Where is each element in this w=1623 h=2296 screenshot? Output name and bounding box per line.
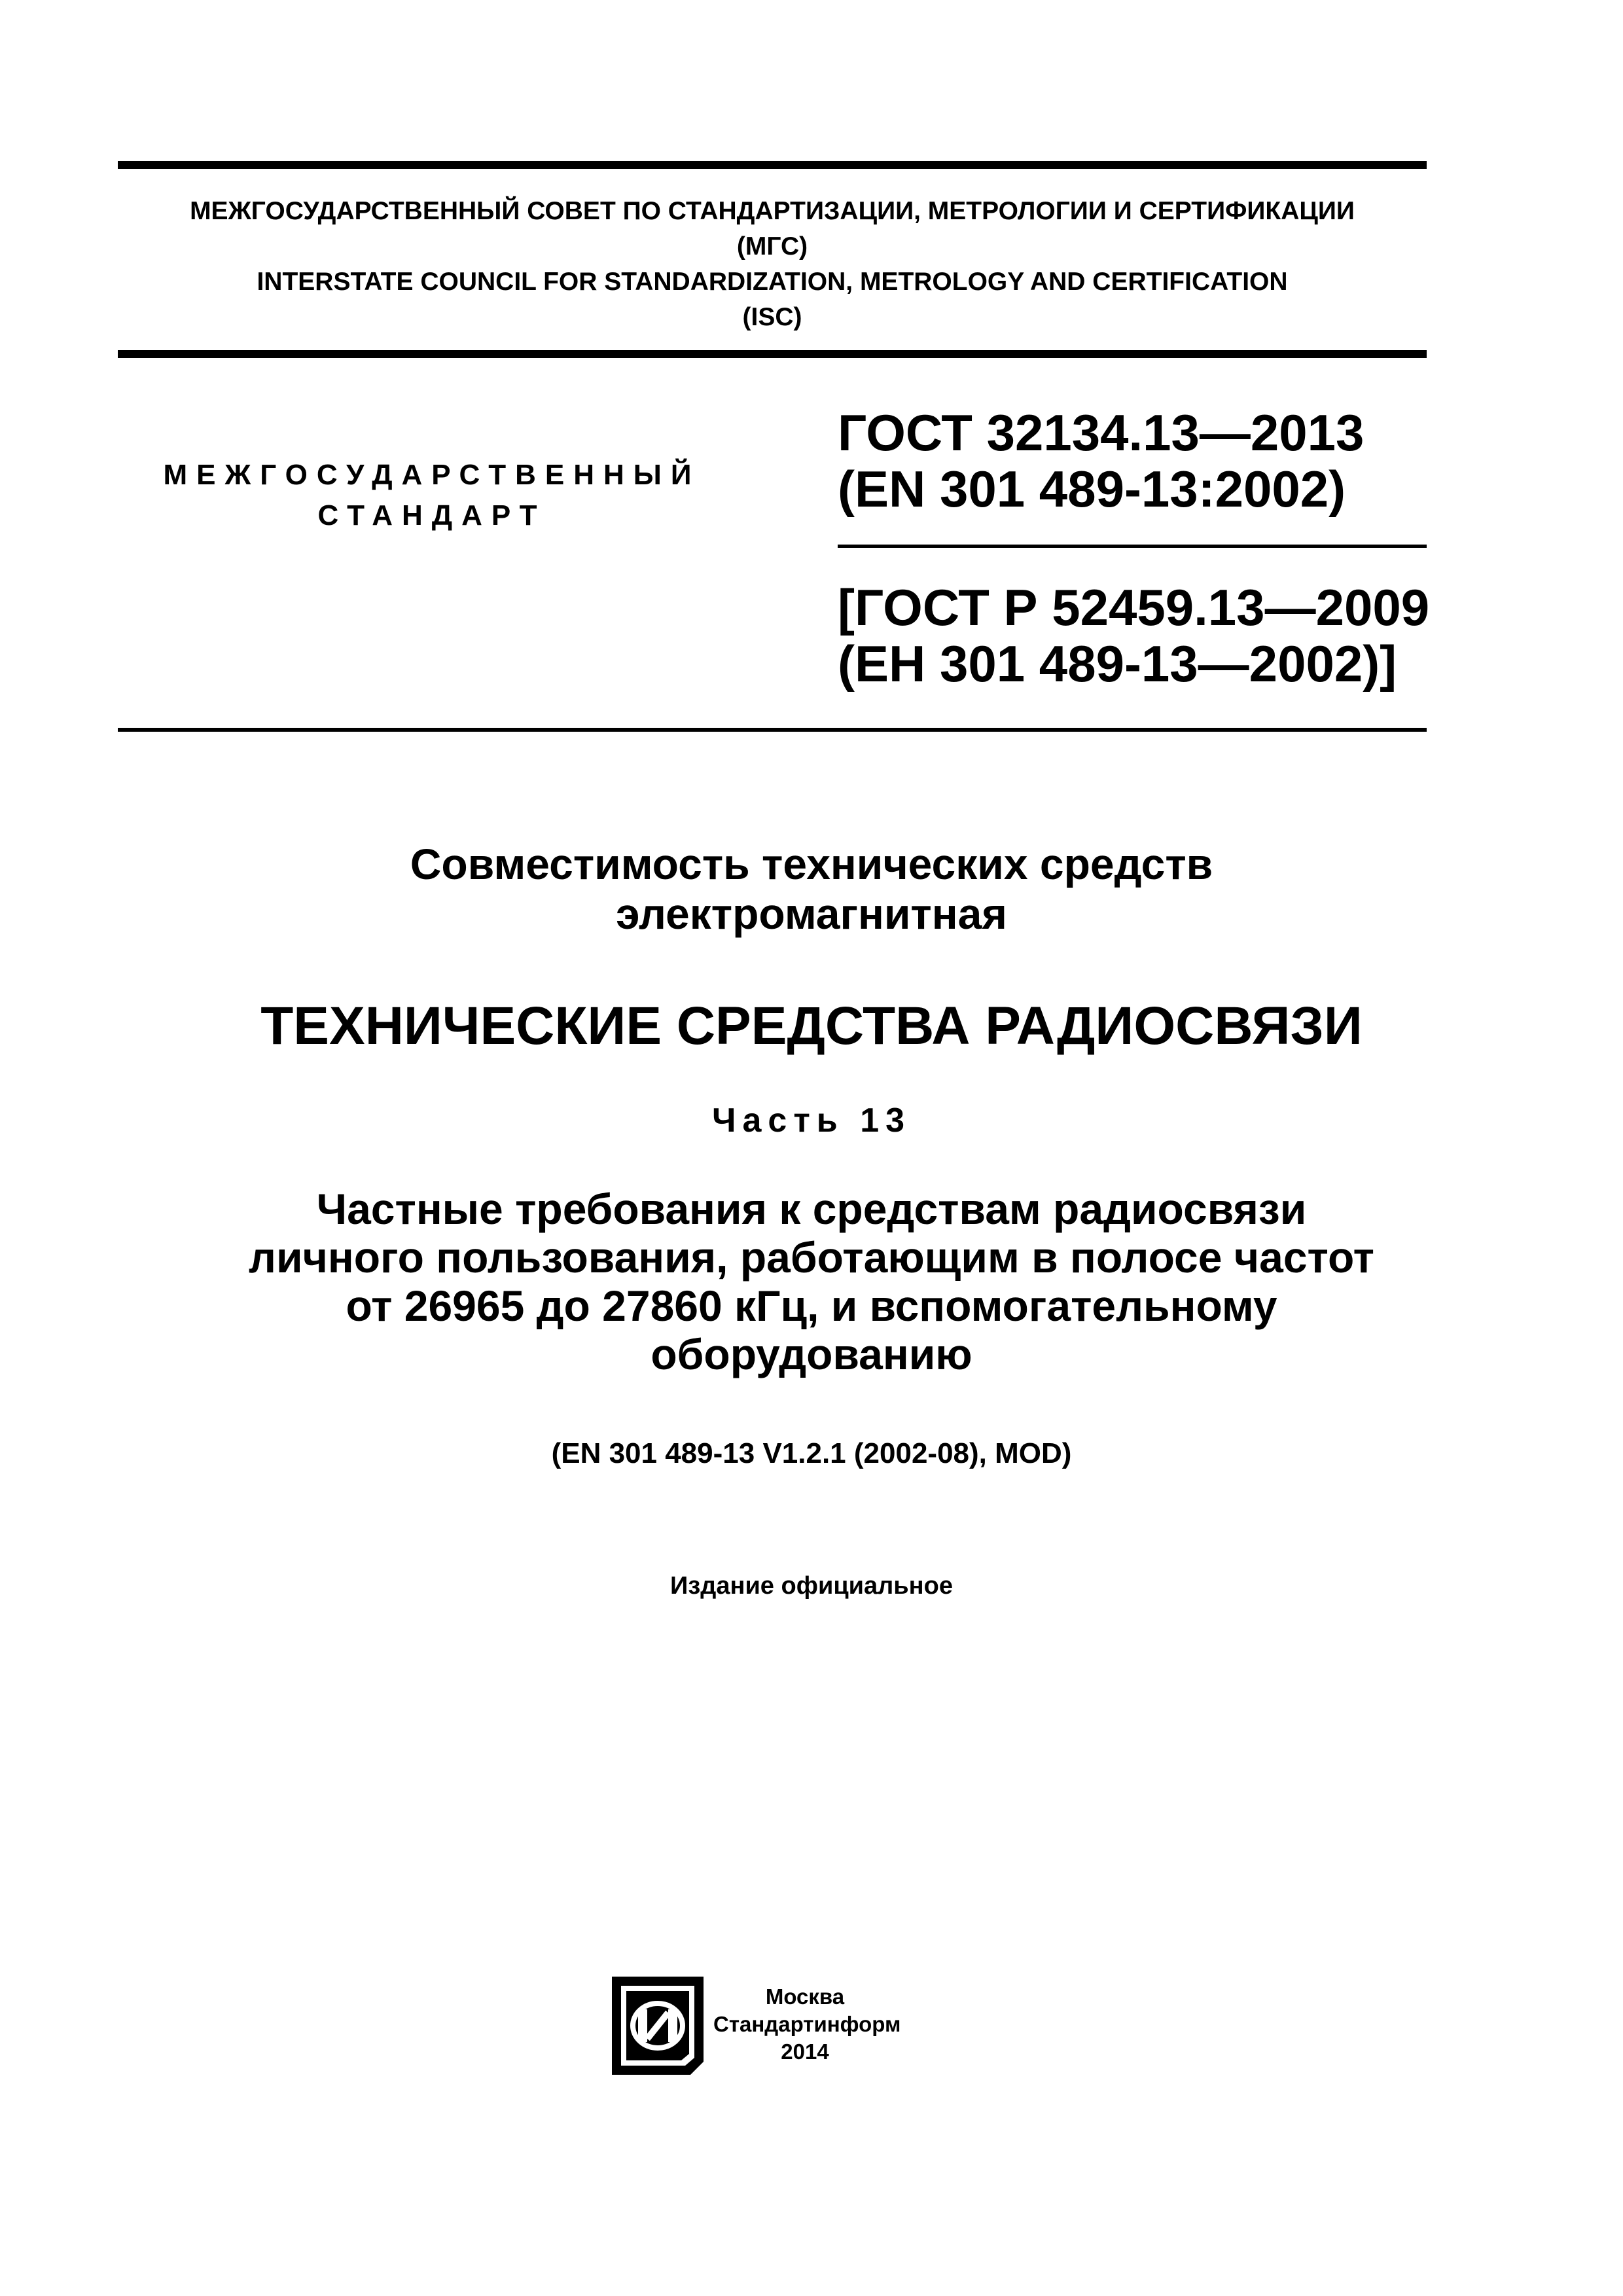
part-title-line2: личного пользования, работающим в полосе частот [249, 1233, 1374, 1282]
gost-number: ГОСТ 32134.13—2013 [838, 404, 1364, 461]
publisher-year: 2014 [781, 2039, 829, 2064]
council-ru-abbr: (МГС) [736, 232, 808, 260]
part-title-line1: Частные требования к средствам радиосвязи [316, 1185, 1307, 1233]
main-title: ТЕХНИЧЕСКИЕ СРЕДСТВА РАДИОСВЯЗИ [260, 996, 1363, 1056]
publisher-name: Стандартинформ [713, 2012, 901, 2036]
part-title-line4: оборудованию [651, 1330, 972, 1378]
part-title [118, 1185, 1505, 1378]
title-top-rule [118, 728, 1427, 732]
publisher [713, 1983, 901, 2066]
header-bottom-rule [118, 350, 1427, 358]
council-en-abbr: (ISC) [742, 303, 802, 331]
part-title-line3: от 26965 до 27860 кГц, и вспомогательному [346, 1282, 1277, 1330]
standard-kind-line1: МЕЖГОСУДАРСТВЕННЫЙ [163, 459, 701, 491]
general-title-line2: электромагнитная [616, 889, 1007, 938]
standard-designation [838, 404, 1364, 517]
replaced-number: [ГОСТ Р 52459.13—2009 [838, 579, 1430, 636]
publisher-city: Москва [765, 1984, 845, 2009]
general-title [118, 839, 1505, 939]
en-equivalent: (EN 301 489-13:2002) [838, 460, 1346, 518]
council-en: INTERSTATE COUNCIL FOR STANDARDIZATION, METROLOGY AND CERTIFICATION [257, 268, 1288, 296]
top-rule [118, 161, 1427, 169]
replaced-en: (ЕН 301 489-13—2002)] [838, 635, 1397, 692]
general-title-line1: Совместимость технических средств [410, 840, 1213, 888]
designation-rule [838, 545, 1427, 548]
council-ru: МЕЖГОСУДАРСТВЕННЫЙ СОВЕТ ПО СТАНДАРТИЗАЦИИ, МЕТРОЛОГИИ И СЕРТИФИКАЦИИ [190, 197, 1355, 225]
replaced-designation [838, 579, 1429, 692]
standard-kind-line2: СТАНДАРТ [317, 499, 546, 531]
standard-kind [118, 455, 746, 536]
part-number: Часть 13 [711, 1102, 912, 1139]
edition-note: Издание официальное [670, 1572, 953, 1600]
standartinform-logo-icon [612, 1977, 704, 2075]
council-header [118, 194, 1427, 335]
en-reference: (EN 301 489-13 V1.2.1 (2002-08), MOD) [551, 1437, 1072, 1469]
